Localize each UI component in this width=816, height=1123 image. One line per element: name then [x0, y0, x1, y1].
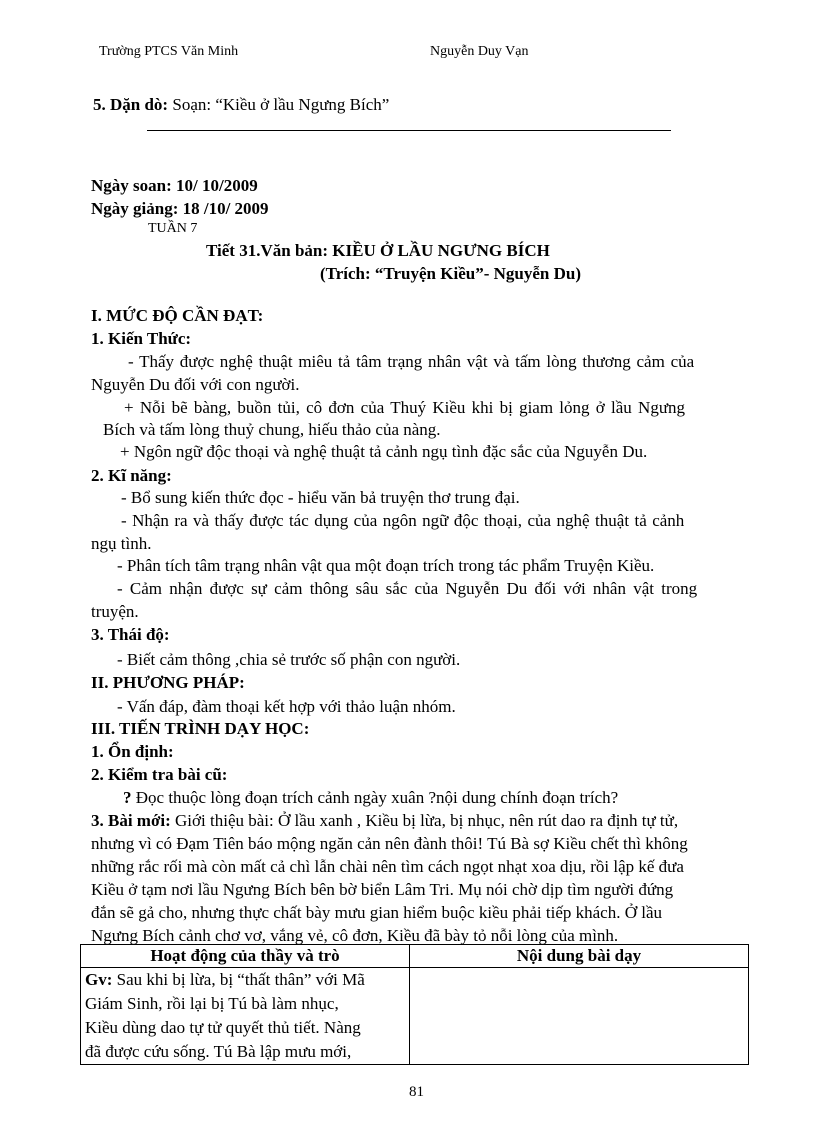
table-row	[81, 968, 749, 1065]
skills-p3: - Phân tích tâm trạng nhân vật qua một đoạn trích trong tác phẩm Truyện Kiều.	[117, 556, 655, 575]
newlesson-l3: những rắc rối mà còn mất cả chì lẫn chài nên tìm cách ngọt nhạt xoa dịu, rồi lập kế đưa	[91, 857, 684, 876]
section1-heading: I. MỨC ĐỘ CẦN ĐẠT:	[91, 306, 264, 325]
week-label: TUẦN 7	[148, 221, 198, 236]
table-cell-line: Kiều dùng dao tự tử quyết thủ tiết. Nàng	[85, 1018, 361, 1037]
newlesson-l2: nhưng vì có Đạm Tiên báo mộng ngăn cản nên đành thôi! Tú Bà sợ Kiều chết thì không	[91, 834, 688, 853]
knowledge-p1a: - Thấy được nghệ thuật miêu tả tâm trạng nhân vật và tấm lòng thương cảm của	[128, 352, 695, 371]
newlesson-l6: Ngưng Bích cảnh chơ vơ, vắng vẻ, cô đơn, Kiều đã bày tỏ nỗi lòng của mình.	[91, 926, 619, 945]
newlesson-l4: Kiều ở tạm nơi lầu Ngưng Bích bên bờ biển Lâm Tri. Mụ nói chờ dịp tìm người đứng	[91, 880, 674, 899]
lesson-source: (Trích: “Truyện Kiều”- Nguyễn Du)	[320, 264, 581, 283]
homework-label: 5. Dặn dò:	[93, 95, 169, 114]
skills-heading: 2. Kĩ năng:	[91, 466, 172, 485]
newlesson-label: 3. Bài mới:	[91, 811, 171, 830]
table-cell-line: Giám Sinh, rồi lại bị Tú bà làm nhục,	[85, 994, 339, 1013]
knowledge-heading: 1. Kiến Thức:	[91, 329, 192, 348]
attitude-p1: - Biết cảm thông ,chia sẻ trước số phận con người.	[117, 650, 461, 669]
skills-p4b: truyện.	[91, 602, 139, 621]
table-header-activities: Hoạt động của thầy và trò	[81, 945, 410, 968]
section3-heading: III. TIẾN TRÌNH DẠY HỌC:	[91, 719, 310, 738]
knowledge-p1b: Nguyễn Du đối với con người.	[91, 375, 300, 394]
stabilize-heading: 1. Ổn định:	[91, 742, 174, 761]
page-number: 81	[409, 1084, 424, 1100]
table-cell-text: Sau khi bị lừa, bị “thất thân” với Mã	[116, 970, 365, 989]
table-header-content: Nội dung bài dạy	[410, 945, 749, 968]
header-school: Trường PTCS Văn Minh	[99, 44, 239, 59]
header-teacher: Nguyễn Duy Vạn	[430, 44, 529, 59]
knowledge-p3: + Ngôn ngữ độc thoại và nghệ thuật tả cảnh ngụ tình đặc sắc của Nguyễn Du.	[120, 442, 648, 461]
newlesson-l1: Giới thiệu bài: Ở lầu xanh , Kiều bị lừa, bị nhục, nên rút dao ra định tự tử,	[175, 811, 679, 830]
table-header-row	[81, 945, 749, 968]
review-question-text: Đọc thuộc lòng đoạn trích cảnh ngày xuân ?nội dung chính đoạn trích?	[135, 788, 619, 807]
attitude-heading: 3. Thái độ:	[91, 625, 170, 644]
question-mark: ?	[123, 788, 132, 807]
section2-heading: II. PHƯƠNG PHÁP:	[91, 673, 245, 692]
skills-p1: - Bổ sung kiến thức đọc - hiểu văn bả truyện thơ trung đại.	[121, 488, 520, 507]
newlesson-l5: đắn sẽ gả cho, nhưng thực chất bày mưu gian hiểm buộc kiều phải tiếp khách. Ở lầu	[91, 903, 663, 922]
table-cell-line: đã được cứu sống. Tú Bà lập mưu mới,	[85, 1042, 352, 1061]
lesson-title: Tiết 31.Văn bản: KIỀU Ở LẦU NGƯNG BÍCH	[206, 241, 550, 260]
divider	[147, 130, 671, 131]
table-cell-activities	[81, 968, 410, 1065]
lesson-table	[80, 944, 749, 1065]
table-cell-line	[85, 968, 405, 992]
skills-p2b: ngụ tình.	[91, 534, 152, 553]
homework-line	[93, 95, 389, 115]
newlesson-line1	[91, 811, 678, 831]
skills-p2a: - Nhận ra và thấy được tác dụng của ngôn ngữ độc thoại, của nghệ thuật tả cảnh	[121, 511, 685, 530]
knowledge-p2b: Bích và tấm lòng thuỷ chung, hiếu thảo của nàng.	[103, 420, 441, 439]
section2-p1: - Vấn đáp, đàm thoại kết hợp với thảo luận nhóm.	[117, 697, 456, 716]
homework-text: Soạn: “Kiều ở lầu Ngưng Bích”	[172, 95, 390, 114]
date-taught: Ngày giảng: 18 /10/ 2009	[91, 199, 269, 218]
gv-label: Gv:	[85, 970, 113, 989]
review-question	[123, 788, 618, 808]
date-prepared: Ngày soan: 10/ 10/2009	[91, 176, 258, 195]
knowledge-p2a: + Nỗi bẽ bàng, buồn tủi, cô đơn của Thuý Kiều khi bị giam lỏng ở lầu Ngưng	[124, 398, 686, 417]
skills-p4a: - Cảm nhận được sự cảm thông sâu sắc của Nguyễn Du đối với nhân vật trong	[117, 579, 698, 598]
table-cell-content	[410, 968, 749, 1065]
review-heading: 2. Kiểm tra bài cũ:	[91, 765, 228, 784]
